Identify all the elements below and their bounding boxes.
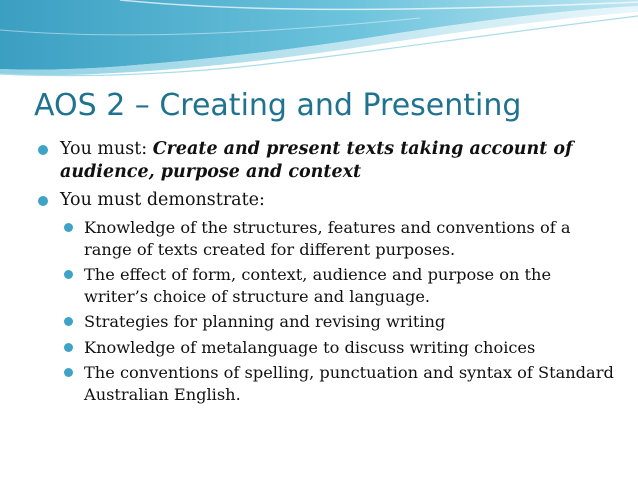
bullet-icon [38,196,48,206]
wave-banner-icon [0,0,638,80]
bullet-icon [64,270,73,279]
sub-bullet-text: Strategies for planning and revising writing [84,312,446,331]
sub-bullet-item [64,362,618,405]
sub-bullet-text: Knowledge of metalanguage to discuss writing choices [84,337,536,357]
bullet-item [38,138,618,184]
bullet-item [38,189,618,212]
bullet-emphasis: Create and present texts taking account of audience, purpose and context [60,139,573,182]
sub-bullet-item [64,311,618,333]
sub-bullet-text: Knowledge of the structures, features and conventions of a range of texts created for different purposes. [84,218,571,259]
bullet-prefix: You must: [60,139,153,159]
bullet-icon [38,145,48,155]
sub-bullet-item [64,337,618,359]
bullet-icon [64,223,73,232]
sub-bullet-item [64,217,618,260]
sub-bullet-item [64,264,618,307]
bullet-icon [64,343,73,352]
bullet-list [38,138,618,409]
sub-bullet-text: The conventions of spelling, punctuation and syntax of Standard Australian English. [84,363,614,404]
bullet-icon [64,317,73,326]
sub-bullet-text: The effect of form, context, audience and purpose on the writer’s choice of structure and language. [84,265,552,306]
slide-title: AOS 2 – Creating and Presenting [34,88,522,123]
bullet-text: You must demonstrate: [60,190,265,210]
bullet-icon [64,368,73,377]
